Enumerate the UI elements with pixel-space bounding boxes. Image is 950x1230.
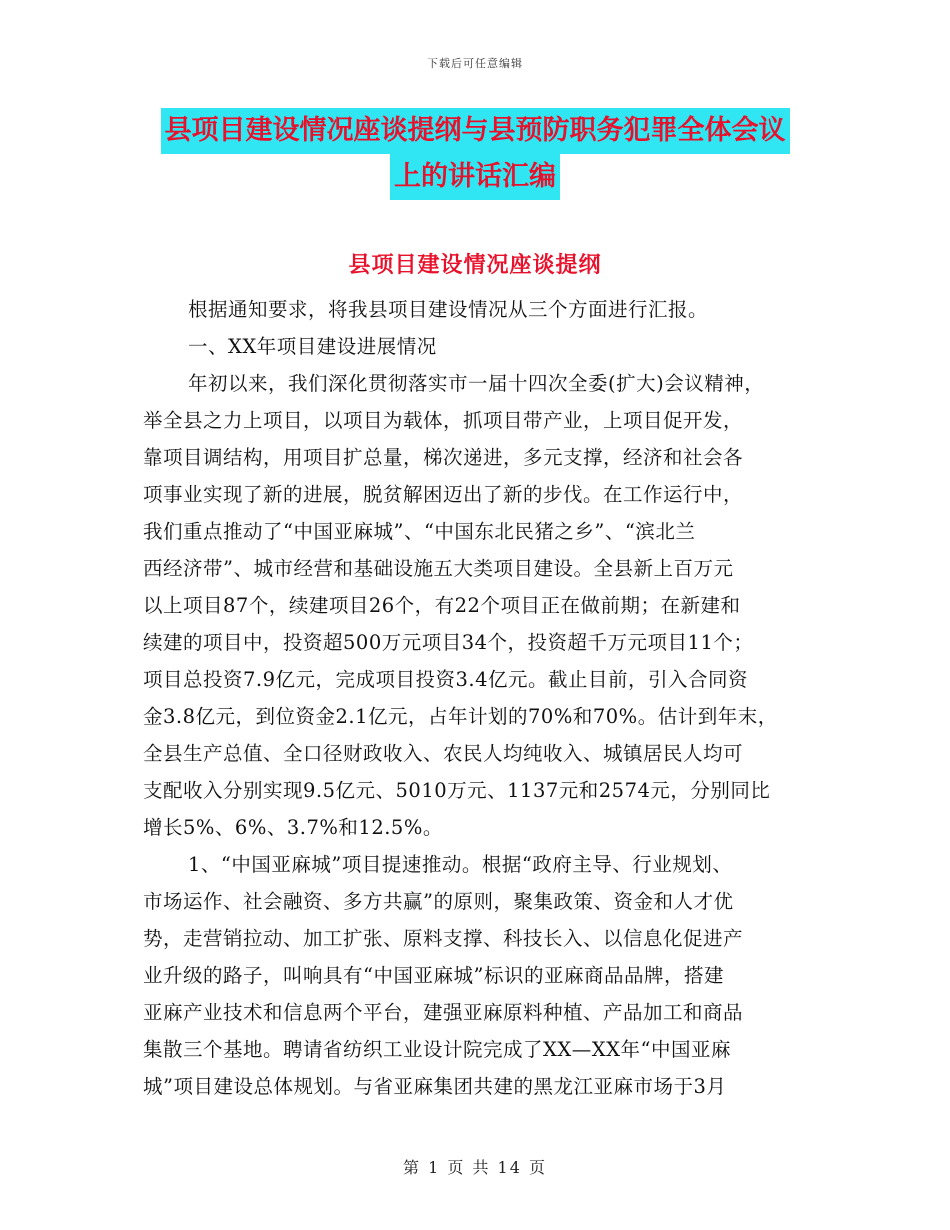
body-line: 根据通知要求，将我县项目建设情况从三个方面进行汇报。 <box>188 298 709 321</box>
body-line: 城”项目建设总体规划。与省亚麻集团共建的黑龙江亚麻市场于3月 <box>143 1075 727 1098</box>
body-text <box>143 291 833 1105</box>
body-line: 续建的项目中，投资超500万元项目34个，投资超千万元项目11个； <box>143 631 754 654</box>
body-line: 集散三个基地。聘请省纺织工业设计院完成了XX—XX年“中国亚麻 <box>143 1038 731 1061</box>
header-note: 下载后可任意编辑 <box>427 57 523 70</box>
document-title <box>0 108 950 200</box>
section-subtitle: 县项目建设情况座谈提纲 <box>348 253 602 278</box>
body-line: 业升级的路子，叫响具有“中国亚麻城”标识的亚麻商品品牌，搭建 <box>143 964 724 987</box>
body-line: 金3.8亿元，到位资金2.1亿元，占年计划的70%和70%。估计到年末， <box>143 705 778 728</box>
page-footer: 第 1 页 共 14 页 <box>403 1158 547 1177</box>
body-line: 增长5%、6%、3.7%和12.5%。 <box>143 816 443 839</box>
body-line: 以上项目87个，续建项目26个，有22个项目正在做前期；在新建和 <box>143 594 741 617</box>
body-line: 项事业实现了新的进展，脱贫解困迈出了新的步伐。在工作运行中， <box>143 483 744 506</box>
title-line-2: 上的讲话汇编 <box>390 154 560 200</box>
body-line: 靠项目调结构，用项目扩总量，梯次递进，多元支撑，经济和社会各 <box>143 446 744 469</box>
body-line: 势，走营销拉动、加工扩张、原料支撑、科技长入、以信息化促进产 <box>143 927 744 950</box>
body-line: 市场运作、社会融资、多方共赢”的原则，聚集政策、资金和人才优 <box>143 890 734 913</box>
body-line: 一、XX年项目建设进展情况 <box>188 335 437 358</box>
body-line: 西经济带”、城市经营和基础设施五大类项目建设。全县新上百万元 <box>143 557 734 580</box>
body-line: 全县生产总值、全口径财政收入、农民人均纯收入、城镇居民人均可 <box>143 742 744 765</box>
body-line: 年初以来，我们深化贯彻落实市一届十四次全委(扩大)会议精神， <box>188 372 765 395</box>
title-line-1: 县项目建设情况座谈提纲与县预防职务犯罪全体会议 <box>161 108 790 154</box>
body-line: 1、“中国亚麻城”项目提速推动。根据“政府主导、行业规划、 <box>188 853 733 876</box>
body-line: 我们重点推动了“中国亚麻城”、“中国东北民猪之乡”、“滨北兰 <box>143 520 696 543</box>
body-line: 亚麻产业技术和信息两个平台，建强亚麻原料种植、产品加工和商品 <box>143 1001 744 1024</box>
body-line: 支配收入分别实现9.5亿元、5010万元、1137元和2574元，分别同比 <box>143 779 771 802</box>
body-line: 项目总投资7.9亿元，完成项目投资3.4亿元。截止目前，引入合同资 <box>143 668 749 691</box>
body-line: 举全县之力上项目，以项目为载体，抓项目带产业，上项目促开发， <box>143 409 744 432</box>
